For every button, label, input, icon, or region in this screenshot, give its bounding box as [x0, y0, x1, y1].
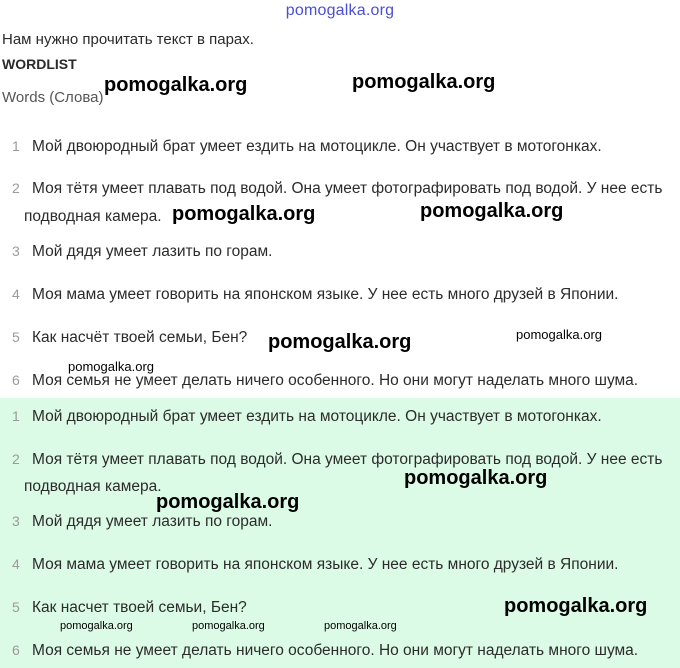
- watermark: pomogalka.org: [68, 359, 154, 374]
- watermark: pomogalka.org: [404, 467, 548, 489]
- line-number: 3: [12, 243, 20, 259]
- wordlist-heading: WORDLIST: [2, 56, 77, 72]
- watermark: pomogalka.org: [352, 71, 496, 93]
- sentence-text: Мой двоюродный брат умеет ездить на мотоцикле. Он участвует в мотогонках.: [32, 138, 602, 155]
- sentence-text: Моя мама умеет говорить на японском языке. У нее есть много друзей в Японии.: [32, 286, 619, 303]
- sentence-text-continued: подводная камера.: [24, 208, 162, 225]
- watermark: pomogalka.org: [504, 595, 648, 617]
- sentence-text: Как насчёт твоей семьи, Бен?: [32, 329, 248, 346]
- line-number: 5: [12, 599, 20, 615]
- sentence-text: Моя тётя умеет плавать под водой. Она умеет фотографировать под водой. У нее есть: [32, 451, 663, 468]
- watermark: pomogalka.org: [172, 203, 316, 225]
- line-number: 4: [12, 556, 20, 572]
- top-watermark: pomogalka.org: [285, 2, 395, 19]
- watermark: pomogalka.org: [268, 331, 412, 353]
- line-number: 1: [12, 138, 20, 154]
- watermark: pomogalka.org: [420, 200, 564, 222]
- sentence-text: Мой двоюродный брат умеет ездить на мотоцикле. Он участвует в мотогонках.: [32, 408, 602, 425]
- watermark: pomogalka.org: [324, 620, 397, 632]
- sentence-text: Моя семья не умеет делать ничего особенного. Но они могут наделать много шума.: [32, 642, 639, 659]
- line-number: 2: [12, 180, 20, 196]
- intro-text: Нам нужно прочитать текст в парах.: [2, 31, 254, 48]
- line-number: 2: [12, 451, 20, 467]
- line-number: 6: [12, 372, 20, 388]
- sentence-text: Мой дядя умеет лазить по горам.: [32, 243, 273, 260]
- line-number: 4: [12, 286, 20, 302]
- sentence-text: Мой дядя умеет лазить по горам.: [32, 513, 273, 530]
- sentence-text: Моя тётя умеет плавать под водой. Она умеет фотографировать под водой. У нее есть: [32, 180, 663, 197]
- watermark: pomogalka.org: [192, 620, 265, 632]
- sentence-list-original: [0, 118, 680, 398]
- watermark: pomogalka.org: [60, 620, 133, 632]
- sentence-text: Как насчет твоей семьи, Бен?: [32, 599, 247, 616]
- words-label: Words (Слова): [2, 89, 104, 106]
- line-number: 3: [12, 513, 20, 529]
- sentence-text-continued: подводная камера.: [24, 478, 162, 495]
- line-number: 5: [12, 329, 20, 345]
- sentence-text: Моя семья не умеет делать ничего особенного. Но они могут наделать много шума.: [32, 372, 639, 389]
- sentence-text: Моя мама умеет говорить на японском языке. У нее есть много друзей в Японии.: [32, 556, 619, 573]
- watermark: pomogalka.org: [516, 327, 602, 342]
- watermark: pomogalka.org: [156, 491, 300, 513]
- line-number: 1: [12, 408, 20, 424]
- watermark: pomogalka.org: [104, 74, 248, 96]
- line-number: 6: [12, 642, 20, 658]
